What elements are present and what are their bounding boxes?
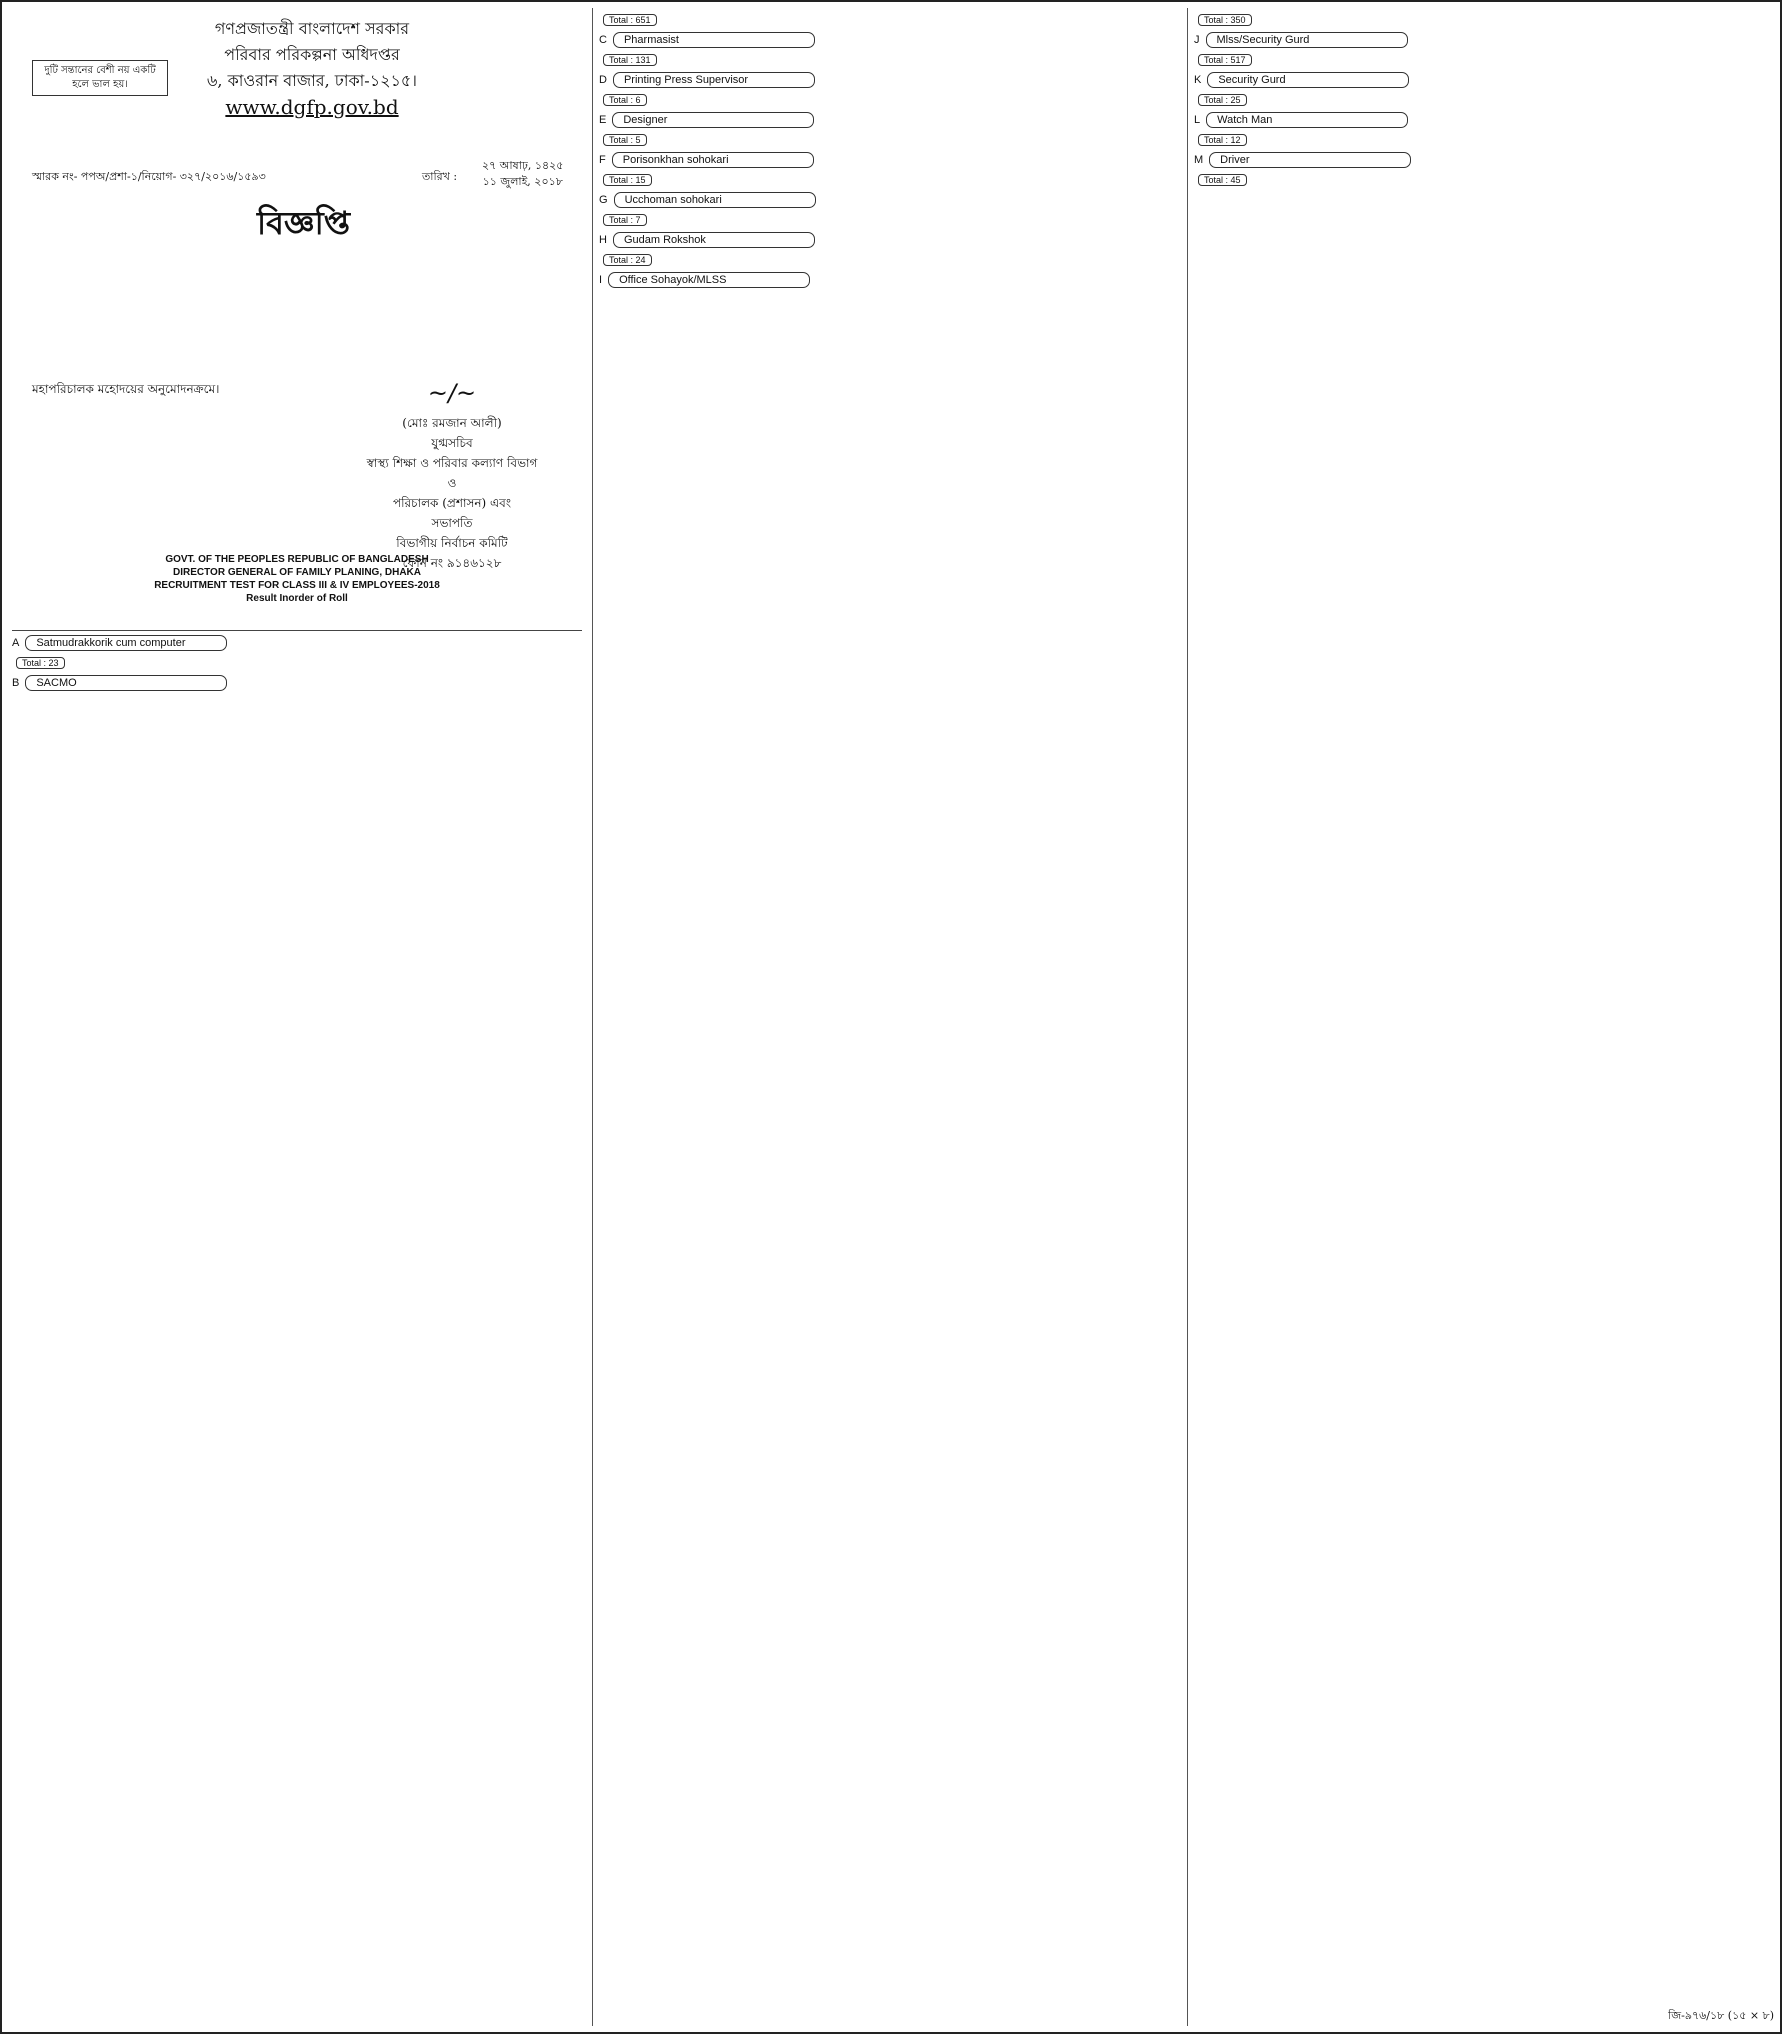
- category-block: [12, 675, 582, 691]
- english-header: [12, 553, 582, 605]
- notice-section: [12, 8, 582, 631]
- date-values: [482, 158, 563, 190]
- signature-line: ও: [447, 476, 457, 490]
- print-code: জি-৯৭৬/১৮ (১৫ × ৮): [1668, 2009, 1774, 2022]
- category-block: [1194, 72, 1772, 108]
- category-total: Total : 5: [603, 134, 647, 146]
- category-letter: H: [599, 234, 607, 246]
- category-block: [1194, 152, 1772, 188]
- category-header: [1194, 32, 1772, 48]
- date-bangla: ২৭ আষাঢ়, ১৪২৫: [482, 159, 564, 172]
- english-header-line: Result Inorder of Roll: [246, 593, 348, 604]
- category-letter: F: [599, 154, 606, 166]
- category-total: Total : 15: [603, 174, 652, 186]
- category-letter: D: [599, 74, 607, 86]
- category-block: [1194, 32, 1772, 68]
- header-line: পরিবার পরিকল্পনা অধিদপ্তর: [224, 45, 400, 64]
- category-name: Gudam Rokshok: [613, 232, 815, 248]
- english-header-line: DIRECTOR GENERAL OF FAMILY PLANING, DHAKA: [173, 567, 421, 578]
- header-line: ৬, কাওরান বাজার, ঢাকা-১২১৫।: [207, 71, 417, 90]
- category-name: Designer: [612, 112, 814, 128]
- signature-line: যুগ্মসচিব: [431, 436, 473, 450]
- category-block: [599, 152, 1177, 188]
- category-letter: E: [599, 114, 607, 126]
- english-header-line: GOVT. OF THE PEOPLES REPUBLIC OF BANGLADESH: [165, 554, 429, 565]
- column-3: [1187, 8, 1772, 2026]
- notice-title: বিজ্ঞপ্তি: [257, 204, 351, 242]
- signature-block: [352, 379, 552, 573]
- category-name: Ucchoman sohokari: [614, 192, 816, 208]
- category-block: [599, 8, 1177, 28]
- category-name: Driver: [1209, 152, 1411, 168]
- category-header: [599, 272, 1177, 288]
- category-name: Office Sohayok/MLSS: [608, 272, 810, 288]
- category-header: [599, 192, 1177, 208]
- category-total: Total : 12: [1198, 134, 1247, 146]
- category-block: [599, 272, 1177, 288]
- signature-line: বিভাগীয় নির্বাচন কমিটি: [396, 536, 508, 550]
- signature-line: স্বাস্থ্য শিক্ষা ও পরিবার কল্যাণ বিভাগ: [366, 456, 538, 470]
- category-letter: L: [1194, 114, 1201, 126]
- office-header: [162, 16, 462, 120]
- category-header: [1194, 72, 1772, 88]
- website-link[interactable]: www.dgfp.gov.bd: [225, 95, 399, 119]
- category-name: Printing Press Supervisor: [613, 72, 815, 88]
- category-block: [599, 232, 1177, 268]
- category-name: Satmudrakkorik cum computer: [25, 635, 227, 651]
- date-label: তারিখ :: [422, 170, 458, 183]
- category-total: Total : 651: [603, 14, 657, 26]
- category-header: [12, 635, 582, 651]
- category-name: Porisonkhan sohokari: [612, 152, 814, 168]
- category-letter: I: [599, 274, 603, 286]
- header-line: গণপ্রজাতন্ত্রী বাংলাদেশ সরকার: [214, 19, 410, 38]
- category-block: [12, 635, 582, 671]
- column-2: [592, 8, 1177, 2026]
- date-english: ১১ জুলাই, ২০১৮: [482, 175, 563, 188]
- category-name: Pharmasist: [613, 32, 815, 48]
- category-header: [599, 112, 1177, 128]
- signature-line: ফোন নং ৯১৪৬১২৮: [402, 556, 502, 570]
- category-total: Total : 23: [16, 657, 65, 669]
- category-name: Security Gurd: [1207, 72, 1409, 88]
- category-name: Mlss/Security Gurd: [1206, 32, 1408, 48]
- column-1: [12, 8, 582, 2026]
- category-header: [599, 72, 1177, 88]
- category-block: [599, 32, 1177, 68]
- category-block: [1194, 8, 1772, 28]
- category-total: Total : 517: [1198, 54, 1252, 66]
- category-letter: A: [12, 637, 20, 649]
- category-letter: G: [599, 194, 608, 206]
- category-header: [1194, 112, 1772, 128]
- english-header-line: RECRUITMENT TEST FOR CLASS III & IV EMPLOYEES-2018: [154, 580, 440, 591]
- category-total: Total : 7: [603, 214, 647, 226]
- category-total: Total : 350: [1198, 14, 1252, 26]
- category-letter: K: [1194, 74, 1202, 86]
- category-total: Total : 24: [603, 254, 652, 266]
- approval-line: মহাপরিচালক মহোদয়ের অনুমোদনক্রমে।: [32, 382, 220, 396]
- category-block: [599, 72, 1177, 108]
- category-block: [1194, 112, 1772, 148]
- category-total: Total : 45: [1198, 174, 1247, 186]
- signature-line: সভাপতি: [431, 516, 473, 530]
- category-total: Total : 6: [603, 94, 647, 106]
- category-letter: C: [599, 34, 607, 46]
- category-letter: B: [12, 677, 20, 689]
- memo-number: স্মারক নং- পপঅ/প্রশা-১/নিয়োগ- ৩২৭/২০১৬/১৫৯৩: [32, 170, 266, 183]
- motto-box: দুটি সন্তানের বেশী নয় একটি হলে ভাল হয়।: [32, 60, 168, 96]
- category-header: [1194, 152, 1772, 168]
- category-letter: J: [1194, 34, 1200, 46]
- signature-line: পরিচালক (প্রশাসন) এবং: [392, 496, 512, 510]
- category-total: Total : 131: [603, 54, 657, 66]
- category-name: Watch Man: [1206, 112, 1408, 128]
- category-letter: M: [1194, 154, 1204, 166]
- category-block: [599, 192, 1177, 228]
- signature-mark: ~/~: [427, 379, 477, 407]
- category-total: Total : 25: [1198, 94, 1247, 106]
- signatory-name: (মোঃ রমজান আলী): [402, 416, 502, 430]
- category-block: [599, 112, 1177, 148]
- category-header: [599, 32, 1177, 48]
- category-name: SACMO: [25, 675, 227, 691]
- category-header: [599, 152, 1177, 168]
- category-header: [599, 232, 1177, 248]
- category-header: [12, 675, 582, 691]
